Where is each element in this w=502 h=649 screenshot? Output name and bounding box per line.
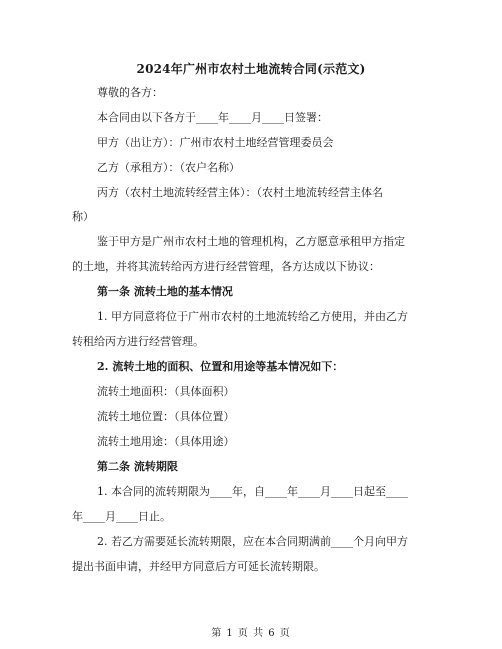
article-1-clause-2: 2. 流转土地的面积、位置和用途等基本情况如下： [97,360,344,373]
page-footer: 第 1 页 共 6 页 [211,628,291,639]
article-1-heading: 第一条 流转土地的基本情况 [97,285,233,298]
land-location-line: 流转土地位置：（具体位置） [97,410,235,423]
document-title: 2024年广州市农村土地流转合同(示范文) [136,62,366,76]
party-a-line: 甲方（出让方）：广州市农村土地经营管理委员会 [97,136,334,149]
article-2-clause-1: 1. 本合同的流转期限为____年，自____年____月____日起至____ [97,485,408,498]
salutation: 尊敬的各方： [97,86,163,99]
article-2-clause-2-cont: 提出书面申请，并经甲方同意后方可延长流转期限。 [72,560,325,573]
article-1-clause-1-cont: 转租给丙方进行经营管理。 [72,335,204,348]
land-use-line: 流转土地用途：（具体用途） [97,435,235,448]
preamble-line-1: 鉴于甲方是广州市农村土地的管理机构，乙方愿意承租甲方指定 [97,235,405,248]
party-c-line-cont: 称） [72,210,94,223]
article-1-clause-1: 1. 甲方同意将位于广州市农村的土地流转给乙方使用，并由乙方 [97,310,408,323]
article-2-clause-1-cont: 年____月____日止。 [72,510,171,523]
land-area-line: 流转土地面积：（具体面积） [97,385,235,398]
article-2-clause-2: 2. 若乙方需要延长流转期限，应在本合同期满前____个月向甲方 [97,535,408,548]
preamble-line-2: 的土地，并将其流转给丙方进行经营管理，各方达成以下协议： [72,260,380,273]
party-b-line: 乙方（承租方）：（农户名称） [97,161,240,174]
party-c-line: 丙方（农村土地流转经营主体）：（农村土地流转经营主体名 [97,186,383,199]
signing-date-line: 本合同由以下各方于____年____月____日签署： [97,111,328,124]
article-2-heading: 第二条 流转期限 [97,460,178,473]
